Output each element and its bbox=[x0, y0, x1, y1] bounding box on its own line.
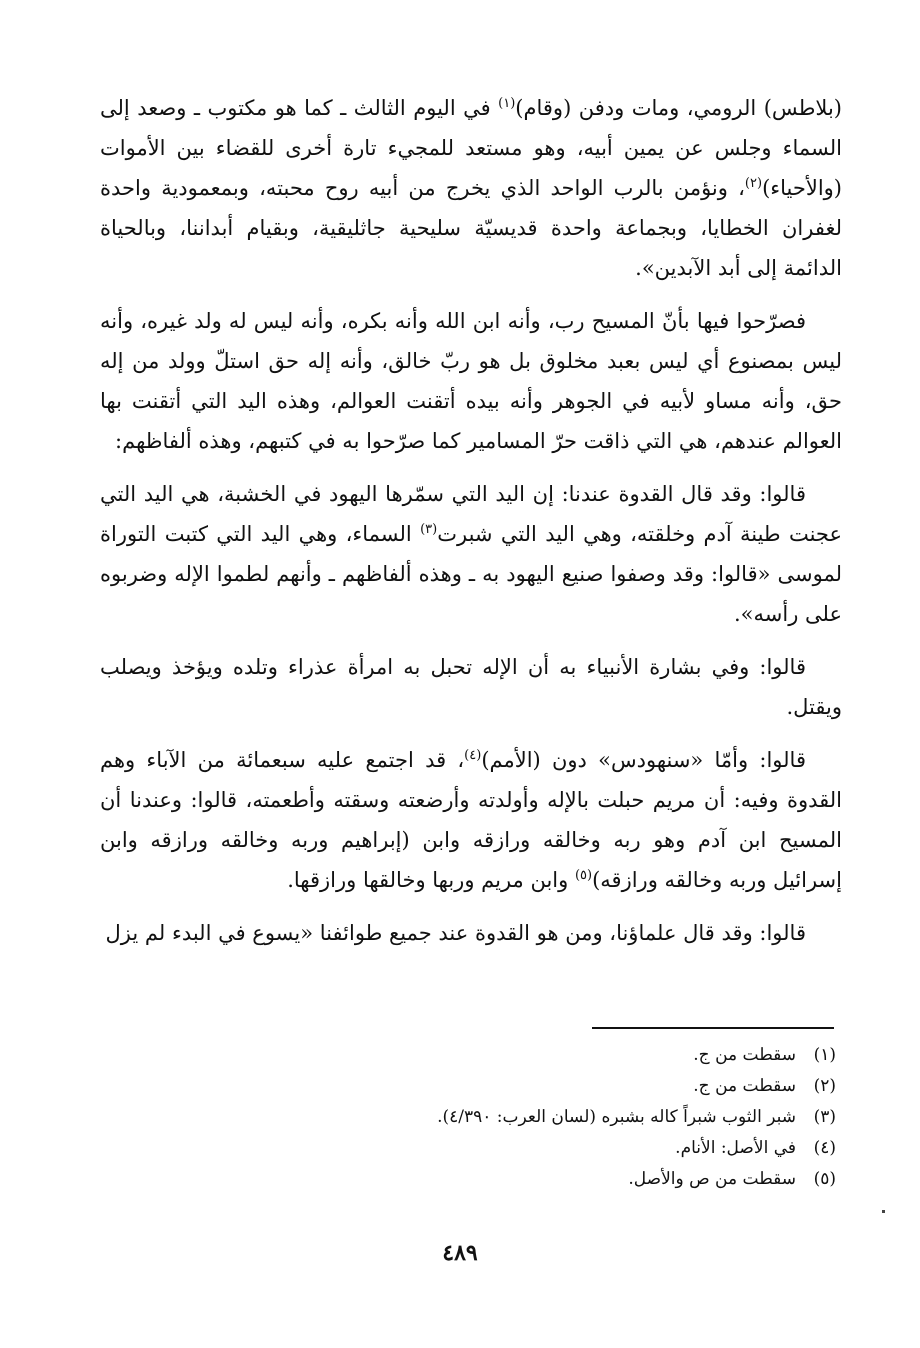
footnote bbox=[276, 1102, 836, 1133]
paragraph bbox=[100, 740, 842, 900]
paragraph bbox=[100, 647, 842, 727]
paragraph-text: قالوا: وأمّا «سنهودس» دون (الأمم) bbox=[481, 748, 806, 772]
paragraph-text: قالوا: وقد قال علماؤنا، ومن هو القدوة عند جميع طوائفنا «يسوع في البدء لم يزل bbox=[105, 921, 806, 945]
footnote-reference: (٤) bbox=[464, 748, 482, 763]
paragraph bbox=[100, 474, 842, 634]
footnote-reference: (١) bbox=[498, 96, 516, 111]
footnote bbox=[276, 1133, 836, 1164]
footnote-text: سقطت من ج. bbox=[693, 1076, 796, 1096]
scan-speck bbox=[882, 1210, 885, 1213]
footnote-reference: (٣) bbox=[420, 522, 438, 537]
footnote-number: (٥) bbox=[813, 1169, 836, 1189]
footnote bbox=[276, 1071, 836, 1102]
footnote-reference: (٥) bbox=[574, 868, 593, 883]
footnote-text: سقطت من ج. bbox=[693, 1045, 796, 1065]
footnote-text: سقطت من ص والأصل. bbox=[628, 1169, 796, 1189]
footnote bbox=[276, 1040, 836, 1071]
paragraph-text: السماء، وهي اليد التي كتبت التوراة لموسى «قالوا: وقد وصفوا صنيع اليهود به ـ وهذه ألفاظهم ـ وأنهم لطموا الإله وضربوه على رأسه». bbox=[100, 522, 842, 626]
paragraph-text: (بلاطس) الرومي، ومات ودفن (وقام) bbox=[515, 96, 842, 120]
footnote-text: شبر الثوب شبراً كاله بشبره (لسان العرب: ٤/٣٩٠). bbox=[437, 1107, 796, 1127]
footnotes-block bbox=[276, 1040, 836, 1195]
footnote-text: في الأصل: الأنام. bbox=[675, 1138, 796, 1158]
paragraph-text: ، قد اجتمع عليه سبعمائة من الآباء وهم القدوة وفيه: أن مريم حبلت بالإله وأولدته وأرضعته وسقته وأطعمته، قالوا: وعندنا أن المسيح ابن آدم وهو ربه وخالقه ورازقه وابن (إبراهيم وربه وخالقه ورازقه وابن إسرائيل وربه وخالقه ورازقه) bbox=[100, 748, 842, 892]
footnote-separator-rule bbox=[592, 1027, 834, 1029]
main-text-block bbox=[100, 88, 842, 966]
paragraph-text: فصرّحوا فيها بأنّ المسيح رب، وأنه ابن الله وأنه بكره، وأنه ليس له ولد غيره، وأنه ليس بمصنوع أي ليس بعبد مخلوق بل هو ربّ خالق، وأنه إله حق استلّ وولد من إله حق، وأنه مساو لأبيه في الجوهر وأنه بيده أتقنت العوالم، وهذه اليد التي أتقنت بها العوالم عندهم، هي التي ذاقت حرّ المسامير كما صرّحوا به في كتبهم، وهذه ألفاظهم: bbox=[100, 309, 842, 453]
footnote-number: (٣) bbox=[813, 1107, 836, 1127]
footnote bbox=[276, 1164, 836, 1195]
footnote-number: (٢) bbox=[813, 1076, 836, 1096]
footnote-number: (٤) bbox=[813, 1138, 836, 1158]
page-number: ٤٨٩ bbox=[442, 1240, 478, 1266]
footnote-reference: (٢) bbox=[744, 176, 763, 191]
paragraph bbox=[100, 301, 842, 461]
paragraph bbox=[100, 913, 842, 953]
footnote-number: (١) bbox=[813, 1045, 836, 1065]
paragraph-text: وابن مريم وربها وخالقها ورازقها. bbox=[287, 868, 575, 892]
paragraph-text: ، ونؤمن بالرب الواحد الذي يخرج من أبيه روح محبته، وبمعمودية واحدة لغفران الخطايا، وبجماعة واحدة قديسيّة سليحية جاثليقية، وبقيام أبداننا، وبالحياة الدائمة إلى أبد الآبدين». bbox=[100, 176, 842, 280]
paragraph-text: قالوا: وفي بشارة الأنبياء به أن الإله تحبل به امرأة عذراء وتلده ويؤخذ ويصلب ويقتل. bbox=[100, 655, 842, 719]
paragraph bbox=[100, 88, 842, 288]
paragraph-text: في اليوم الثالث ـ كما هو مكتوب ـ وصعد إلى السماء وجلس عن يمين أبيه، وهو مستعد للمجيء تارة أخرى للقضاء بين الأموات (والأحياء) bbox=[100, 96, 842, 200]
paragraph-text: قالوا: وقد قال القدوة عندنا: إن اليد التي سمّرها اليهود في الخشبة، هي اليد التي عجنت طينة آدم وخلقته، وهي اليد التي شبرت bbox=[100, 482, 842, 546]
